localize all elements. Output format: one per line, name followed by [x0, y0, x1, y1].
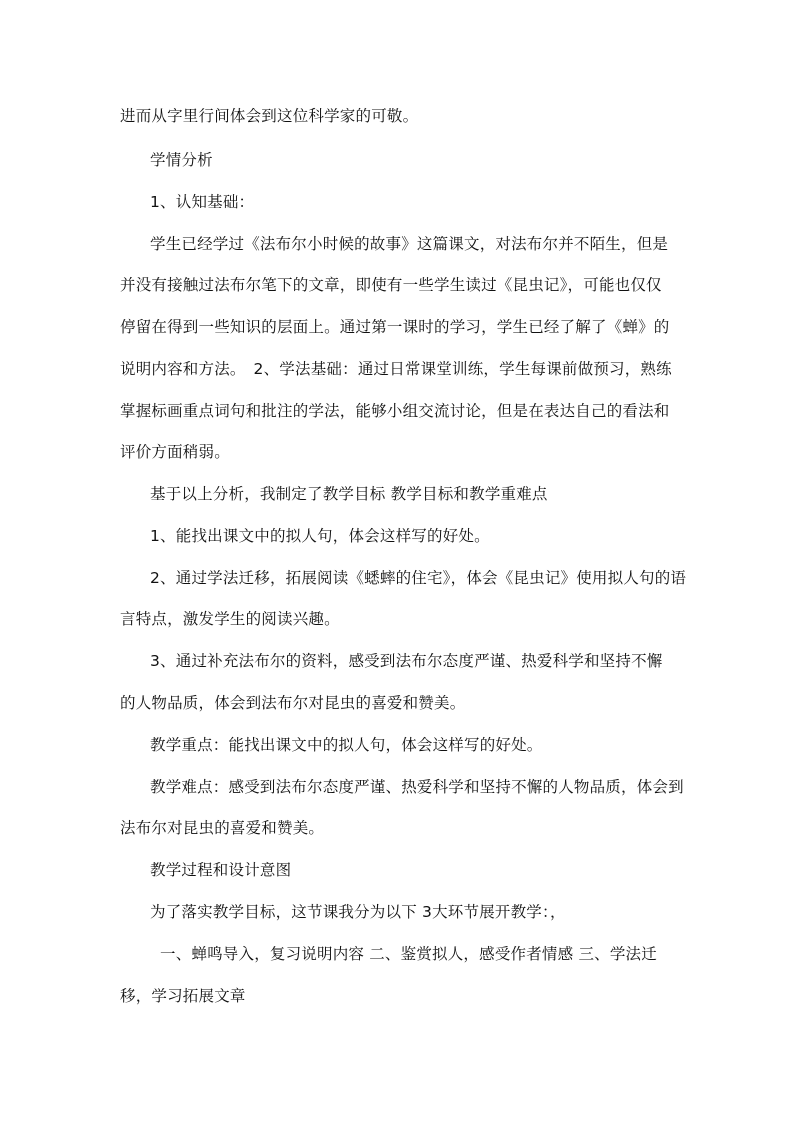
text-line: 教学难点：感受到法布尔态度严谨、热爱科学和坚持不懈的人物品质，体会到 — [150, 778, 684, 796]
section-heading: 教学过程和设计意图 — [150, 861, 292, 879]
text-line: 1、认知基础： — [150, 193, 255, 211]
text-line: 2、通过学法迁移，拓展阅读《蟋蟀的住宅》，体会《昆虫记》使用拟人句的语 — [150, 569, 687, 587]
text-line: 说明内容和方法。 2、学法基础：通过日常课堂训练，学生每课前做预习，熟练 — [120, 360, 672, 378]
section-heading: 学情分析 — [150, 151, 213, 169]
text-line: 的人物品质，体会到法布尔对昆虫的喜爱和赞美。 — [120, 694, 466, 712]
text-line: 学生已经学过《法布尔小时候的故事》这篇课文，对法布尔并不陌生，但是 — [150, 235, 669, 253]
text-line: 进而从字里行间体会到这位科学家的可敬。 — [120, 107, 419, 125]
text-line: 言特点，激发学生的阅读兴趣。 — [120, 610, 340, 628]
text-line: 教学重点：能找出课文中的拟人句，体会这样写的好处。 — [150, 736, 543, 754]
text-line: 1、能找出课文中的拟人句，体会这样写的好处。 — [150, 527, 490, 545]
text-line: 法布尔对昆虫的喜爱和赞美。 — [120, 819, 325, 837]
text-line: 3、通过补充法布尔的资料，感受到法布尔态度严谨、热爱科学和坚持不懈 — [150, 652, 663, 670]
text-line: 停留在得到一些知识的层面上。通过第一课时的学习，学生已经了解了《蝉》的 — [120, 318, 670, 336]
text-line: 评价方面稍弱。 — [120, 443, 230, 461]
text-line: 基于以上分析，我制定了教学目标 教学目标和教学重难点 — [150, 485, 548, 503]
text-line: 为了落实教学目标，这节课我分为以下 3大环节展开教学：， — [150, 903, 566, 921]
text-line: 掌握标画重点词句和批注的学法，能够小组交流讨论，但是在表达自己的看法和 — [120, 402, 670, 420]
text-line: 一、蝉鸣导入，复习说明内容 二、鉴赏拟人，感受作者情感 三、学法迁 — [160, 945, 657, 963]
text-line: 移，学习拓展文章 — [120, 987, 246, 1005]
text-line: 并没有接触过法布尔笔下的文章，即使有一些学生读过《昆虫记》，可能也仅仅 — [120, 276, 662, 294]
